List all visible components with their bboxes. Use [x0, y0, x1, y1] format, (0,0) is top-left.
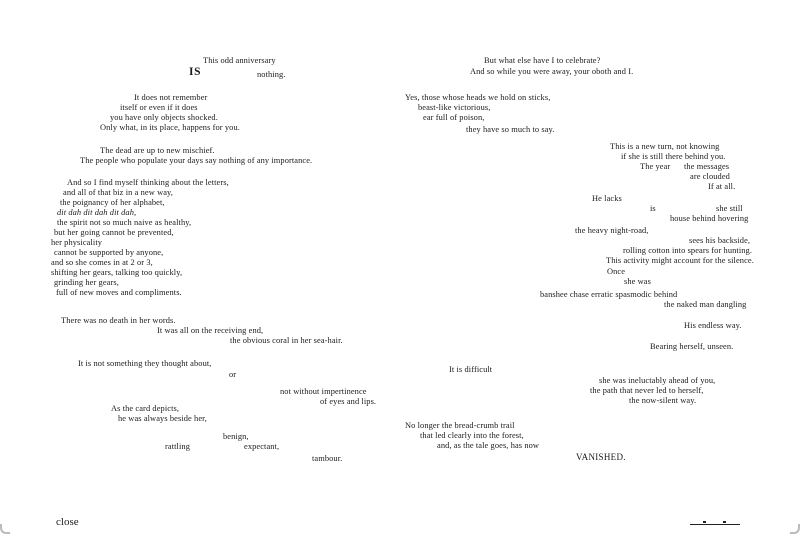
poem-line: sees his backside,	[689, 236, 751, 245]
poem-line: It is not something they thought about,	[78, 359, 212, 368]
poem-line: the path that never led to herself,	[590, 386, 704, 395]
poem-line: she still	[716, 204, 743, 213]
poem-line: rattling	[165, 442, 190, 451]
poem-line: No longer the bread-crumb trail	[405, 421, 515, 430]
poem-line: There was no death in her words.	[61, 316, 176, 325]
poem-line: the poignancy of her alphabet,	[60, 198, 165, 207]
poem-line: IS	[189, 66, 202, 78]
poem-line: Bearing herself, unseen.	[650, 342, 734, 351]
page-corner-left	[0, 524, 10, 534]
poem-line: beast-like victorious,	[418, 103, 491, 112]
poem-line: the heavy night-road,	[575, 226, 649, 235]
poem-line: house behind hovering	[670, 214, 749, 223]
poem-line: It was all on the receiving end,	[157, 326, 264, 335]
page-navigation[interactable]	[690, 518, 740, 526]
poem-line: and, as the tale goes, has now	[437, 441, 540, 450]
poem-line: full of new moves and compliments.	[56, 288, 182, 297]
poem-line: is	[650, 204, 656, 213]
poem-line: This odd anniversary	[203, 56, 276, 65]
poem-line: they have so much to say.	[466, 125, 555, 134]
poem-line: and all of that biz in a new way,	[63, 188, 173, 197]
poem-line: but her going cannot be prevented,	[54, 228, 174, 237]
poem-line: that led clearly into the forest,	[420, 431, 524, 440]
poem-line: grinding her gears,	[54, 278, 119, 287]
poem-line: The year	[640, 162, 671, 171]
poem-line: Once	[607, 267, 626, 276]
poem-line: As the card depicts,	[111, 404, 180, 413]
poem-line: her physicality	[51, 238, 103, 247]
poem-line: the obvious coral in her sea-hair.	[230, 336, 343, 345]
poem-line: she was ineluctably ahead of you,	[599, 376, 716, 385]
poem-line: he was always beside her,	[118, 414, 207, 423]
poem-line: she was	[624, 277, 651, 286]
poem-line: nothing.	[257, 70, 286, 79]
poem-line: and so she comes in at 2 or 3,	[51, 258, 153, 267]
nav-rule	[690, 524, 740, 525]
poem-line: are clouded	[690, 172, 730, 181]
poem-line: the naked man dangling	[664, 300, 747, 309]
nav-dot[interactable]	[703, 521, 706, 523]
nav-dot[interactable]	[723, 521, 726, 523]
poem-line: shifting her gears, talking too quickly,	[51, 268, 183, 277]
poem-line: This is a new turn, not knowing	[610, 142, 720, 151]
poem-line: benign,	[223, 432, 249, 441]
poem-line: you have only objects shocked.	[110, 113, 218, 122]
poem-line: or	[229, 370, 237, 379]
poem-line: banshee chase erratic spasmodic behind	[540, 290, 678, 299]
poem-line: Only what, in its place, happens for you.	[100, 123, 240, 132]
poem-line: rolling cotton into spears for hunting.	[623, 246, 753, 255]
poem-line: ear full of poison,	[423, 113, 485, 122]
poem-line: of eyes and lips.	[320, 397, 377, 406]
poem-line: if she is still there behind you.	[621, 152, 726, 161]
poem-line: And so I find myself thinking about the letters,	[67, 178, 229, 187]
poem-line: The people who populate your days say nothing of any importance.	[80, 156, 313, 165]
poem-line: He lacks	[592, 194, 622, 203]
poem-line: This activity might account for the silence.	[606, 256, 754, 265]
poem-line: the spirit not so much naive as healthy,	[57, 218, 192, 227]
poem-line: the messages	[684, 162, 730, 171]
poem-line: The dead are up to new mischief.	[100, 146, 215, 155]
poem-line: itself or even if it does	[120, 103, 198, 112]
poem-line: expectant,	[244, 442, 280, 451]
poem-line: tambour.	[312, 454, 343, 463]
poem-line: It does not remember	[134, 93, 208, 102]
poem-line: But what else have I to celebrate?	[484, 56, 601, 65]
poem-line: It is difficult	[449, 365, 493, 374]
poem-line: cannot be supported by anyone,	[54, 248, 164, 257]
poem-line: VANISHED.	[576, 452, 626, 462]
poem-line: the now-silent way.	[629, 396, 697, 405]
poem-line: And so while you were away, your oboth and I.	[470, 67, 634, 76]
poem-line: Yes, those whose heads we hold on sticks,	[405, 93, 551, 102]
close-button[interactable]: close	[56, 516, 79, 528]
poem-line: dit dah dit dah dit dah,	[57, 208, 137, 217]
poem-line: His endless way.	[684, 321, 742, 330]
poem-line: If at all.	[708, 182, 736, 191]
poem-line: not without impertinence	[280, 387, 367, 396]
